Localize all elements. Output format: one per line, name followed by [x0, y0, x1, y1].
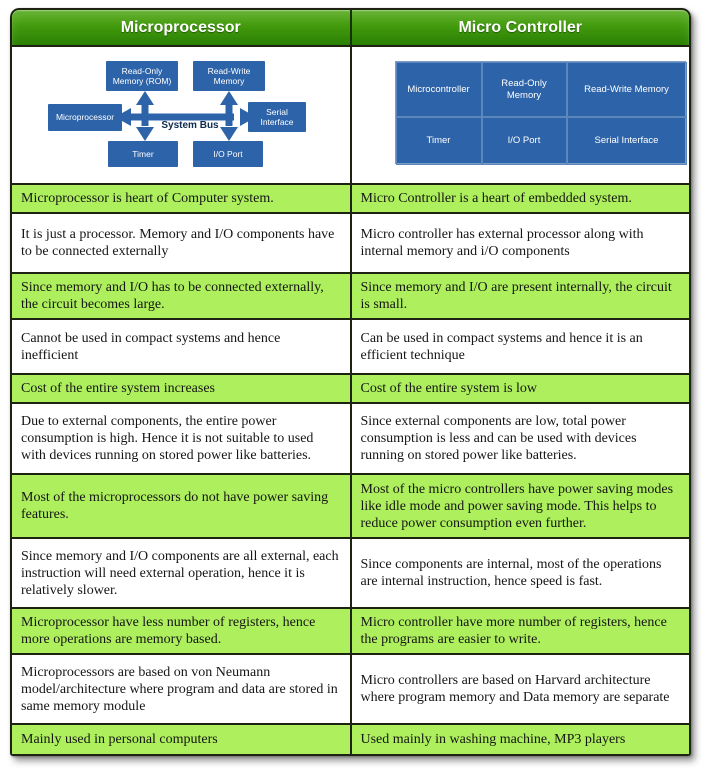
comparison-cell-left: Microprocessors are based on von Neumann model/architecture where program and data are stored in same memory module	[11, 654, 351, 724]
comparison-table	[10, 8, 691, 756]
header-microcontroller: Micro Controller	[458, 18, 583, 36]
table-row	[11, 403, 690, 474]
comparison-cell-right: Micro controller has external processor along with internal memory and i/O components	[351, 213, 691, 273]
rom-box: Read-Only Memory (ROM)	[106, 61, 178, 91]
comparison-body	[10, 183, 691, 756]
table-row	[11, 474, 690, 538]
comparison-cell-left: Cost of the entire system increases	[11, 374, 351, 403]
table-header	[10, 8, 691, 47]
io-port-box: I/O Port	[193, 141, 263, 167]
table-row	[11, 273, 690, 319]
comparison-cell-left: Since memory and I/O has to be connected externally, the circuit becomes large.	[11, 273, 351, 319]
grid-cell-serial-interface: Serial Interface	[567, 117, 687, 165]
system-bus-label: System Bus	[161, 120, 219, 131]
comparison-cell-left: Mainly used in personal computers	[11, 724, 351, 755]
table-row	[11, 184, 690, 213]
comparison-cell-right: Micro controller have more number of registers, hence the programs are easier to write.	[351, 608, 691, 654]
comparison-cell-left: Microprocessor have less number of registers, hence more operations are memory based.	[11, 608, 351, 654]
comparison-cell-left: Microprocessor is heart of Computer system.	[11, 184, 351, 213]
table-row	[11, 213, 690, 273]
grid-cell-microcontroller: Microcontroller	[396, 62, 482, 117]
table-row	[11, 608, 690, 654]
comparison-cell-right: Since components are internal, most of the operations are internal instruction, hence speed is fast.	[351, 538, 691, 608]
comparison-cell-right: Can be used in compact systems and hence it is an efficient technique	[351, 319, 691, 374]
comparison-cell-right: Cost of the entire system is low	[351, 374, 691, 403]
table-row	[11, 374, 690, 403]
comparison-cell-left: It is just a processor. Memory and I/O components have to be connected externally	[11, 213, 351, 273]
comparison-cell-right: Micro Controller is a heart of embedded system.	[351, 184, 691, 213]
comparison-cell-left: Most of the microprocessors do not have power saving features.	[11, 474, 351, 538]
read-write-memory-box: Read-Write Memory	[193, 61, 265, 91]
grid-cell-timer: Timer	[396, 117, 482, 165]
microcontroller-grid	[395, 61, 686, 164]
comparison-cell-right: Micro controllers are based on Harvard architecture where program memory and Data memory are separate	[351, 654, 691, 724]
comparison-cell-left: Cannot be used in compact systems and hence inefficient	[11, 319, 351, 374]
timer-box: Timer	[108, 141, 178, 167]
comparison-cell-right: Used mainly in washing machine, MP3 players	[351, 724, 691, 755]
comparison-cell-left: Since memory and I/O components are all external, each instruction will need external operation, hence it is relatively slower.	[11, 538, 351, 608]
comparison-cell-right: Most of the micro controllers have power saving modes like idle mode and power saving mode. This helps to reduce power consumption even further.	[351, 474, 691, 538]
grid-cell-read-only-memory: Read-Only Memory	[482, 62, 567, 117]
diagram-row	[10, 47, 691, 183]
serial-interface-box: Serial Interface	[248, 102, 306, 132]
grid-cell-read-write-memory: Read-Write Memory	[567, 62, 687, 117]
comparison-cell-right: Since external components are low, total power consumption is less and can be used with devices running on stored power like batteries.	[351, 403, 691, 474]
grid-cell-io-port: I/O Port	[482, 117, 567, 165]
table-row	[11, 724, 690, 755]
comparison-cell-left: Due to external components, the entire power consumption is high. Hence it is not suitable to used with devices running on stored power like batteries.	[11, 403, 351, 474]
header-microprocessor: Microprocessor	[12, 10, 352, 45]
comparison-rows	[11, 184, 690, 755]
microprocessor-block-diagram	[12, 47, 352, 183]
comparison-cell-right: Since memory and I/O are present internally, the circuit is small.	[351, 273, 691, 319]
microprocessor-box: Microprocessor	[48, 104, 122, 131]
table-row	[11, 654, 690, 724]
table-row	[11, 538, 690, 608]
microcontroller-block-diagram	[352, 47, 690, 183]
table-row	[11, 319, 690, 374]
